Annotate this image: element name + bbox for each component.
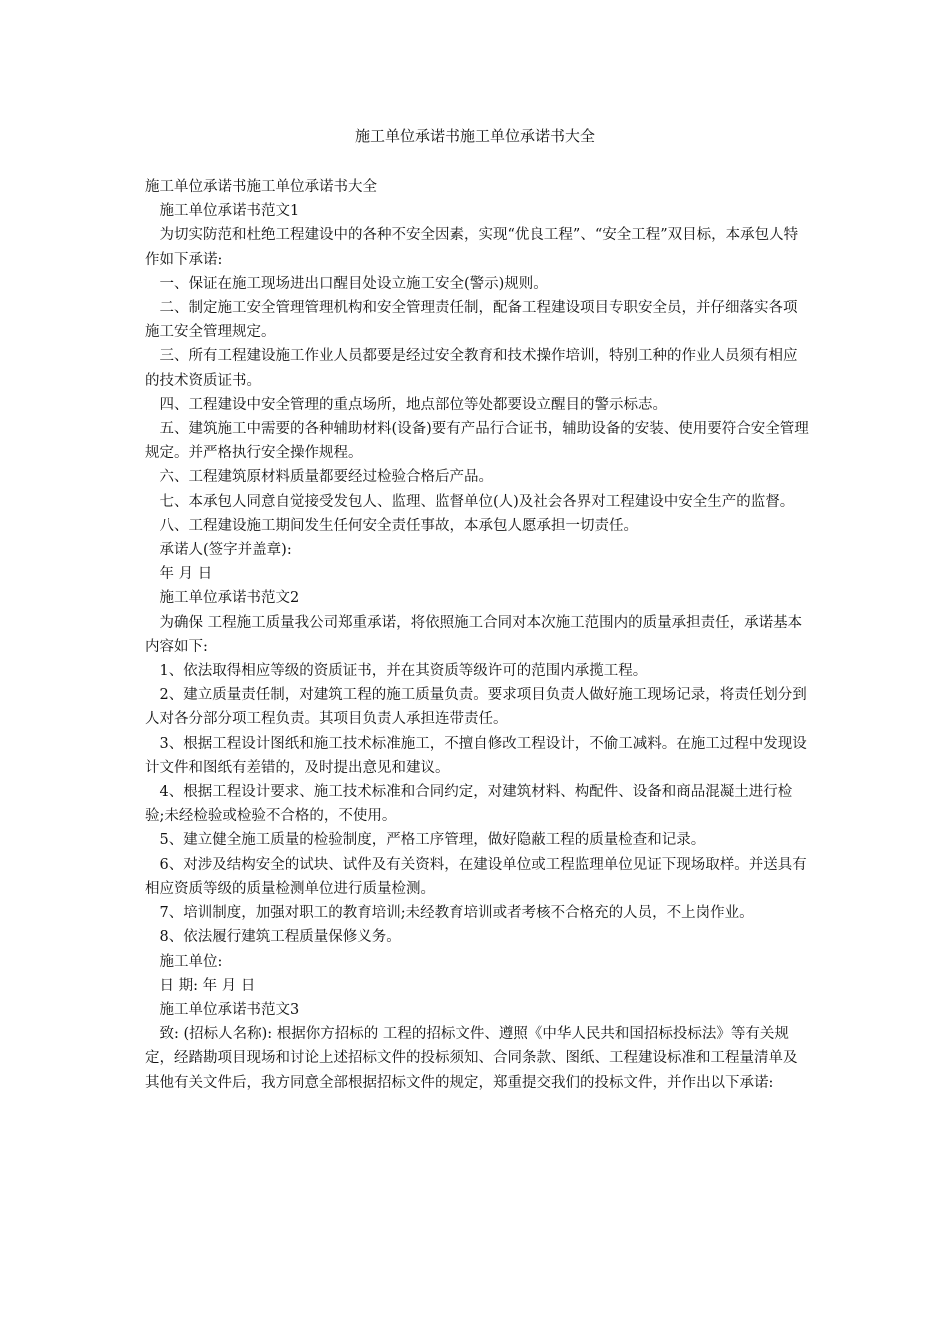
date-line: 年 月 日 (159, 566, 213, 583)
paragraph: 1、依法取得相应等级的资质证书，并在其资质等级许可的范围内承揽工程。 (159, 663, 648, 680)
document-title: 施工单位承诺书施工单位承诺书大全 (354, 127, 595, 145)
paragraph: 2、建立质量责任制，对建筑工程的施工质量负责。要求项目负责人做好施工现场记录，将责任划分到人对各分部分项工程负责。其项目负责人承担连带责任。 (145, 687, 807, 728)
paragraph: 为确保 工程施工质量我公司郑重承诺，将依照施工合同对本次施工范围内的质量承担责任，承诺基本内容如下: (145, 614, 803, 655)
paragraph: 4、根据工程设计要求、施工技术标准和合同约定，对建筑材料、构配件、设备和商品混凝土进行检验;未经检验或检验不合格的，不使用。 (145, 784, 793, 825)
signature-line: 承诺人(签字并盖章): (159, 542, 292, 559)
paragraph: 六、工程建筑原材料质量都要经过检验合格后产品。 (159, 469, 493, 486)
section-heading-3: 施工单位承诺书范文3 (159, 1001, 300, 1018)
section-heading-1: 施工单位承诺书范文1 (159, 203, 300, 220)
paragraph: 二、制定施工安全管理管理机构和安全管理责任制，配备工程建设项目专职安全员，并仔细落实各项施工安全管理规定。 (145, 300, 798, 341)
paragraph: 八、工程建设施工期间发生任何安全责任事故，本承包人愿承担一切责任。 (159, 517, 638, 534)
paragraph: 三、所有工程建设施工作业人员都要是经过安全教育和技术操作培训，特别工种的作业人员须有相应的技术资质证书。 (145, 348, 798, 389)
paragraph: 3、根据工程设计图纸和施工技术标准施工，不擅自修改工程设计，不偷工减料。在施工过程中发现设计文件和图纸有差错的，及时提出意见和建议。 (145, 735, 807, 776)
body-heading: 施工单位承诺书施工单位承诺书大全 (145, 179, 377, 195)
document-body (145, 175, 810, 1095)
section-heading-2: 施工单位承诺书范文2 (159, 590, 300, 607)
paragraph: 四、工程建设中安全管理的重点场所，地点部位等处都要设立醒目的警示标志。 (159, 396, 667, 413)
paragraph: 五、建筑施工中需要的各种辅助材料(设备)要有产品行合证书，辅助设备的安装、使用要符合安全管理规定。并严格执行安全操作规程。 (145, 421, 809, 462)
paragraph: 致: (招标人名称): 根据你方招标的 工程的招标文件、遵照《中华人民共和国招标投标法》等有关规定，经踏勘项目现场和讨论上述招标文件的投标须知、合同条款、图纸、工程建设标准和工程量清单及其他有关文件后，我方同意全部根据招标文件的规定，郑重提交我们的投标文件，并作出以下承诺: (145, 1026, 798, 1091)
date-line: 日 期: 年 月 日 (159, 977, 256, 994)
paragraph: 为切实防范和杜绝工程建设中的各种不安全因素，实现“优良工程”、“安全工程”双目标，本承包人特作如下承诺: (145, 227, 799, 268)
paragraph: 一、保证在施工现场进出口醒目处设立施工安全(警示)规则。 (159, 275, 548, 292)
paragraph: 8、依法履行建筑工程质量保修义务。 (159, 929, 401, 946)
paragraph: 6、对涉及结构安全的试块、试件及有关资料，在建设单位或工程监理单位见证下现场取样。并送具有相应资质等级的质量检测单位进行质量检测。 (145, 856, 807, 897)
paragraph: 5、建立健全施工质量的检验制度，严格工序管理，做好隐蔽工程的质量检查和记录。 (159, 832, 706, 849)
signature-line: 施工单位: (159, 953, 223, 970)
paragraph: 7、培训制度，加强对职工的教育培训;未经教育培训或者考核不合格充的人员，不上岗作业。 (159, 905, 754, 922)
paragraph: 七、本承包人同意自觉接受发包人、监理、监督单位(人)及社会各界对工程建设中安全生产的监督。 (159, 493, 795, 510)
